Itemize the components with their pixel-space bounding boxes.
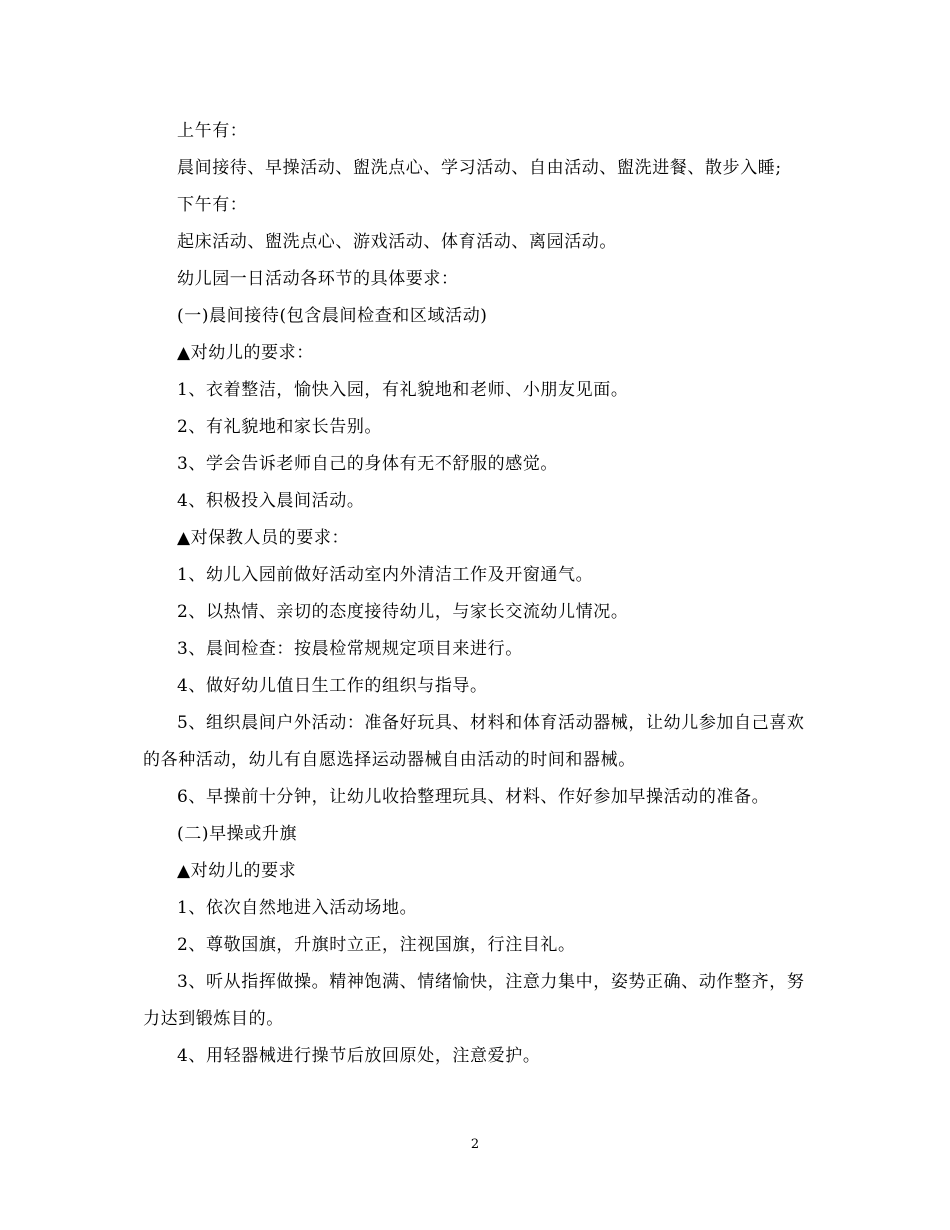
list-item: 2、以热情、亲切的态度接待幼儿，与家长交流幼儿情况。 (177, 602, 629, 622)
list-item: 6、早操前十分钟，让幼儿收拾整理玩具、材料、作好参加早操活动的准备。 (177, 787, 770, 807)
list-item: 3、听从指挥做操。精神饱满、情绪愉快，注意力集中，姿势正确、动作整齐，努力达到锻炼目的。 (143, 972, 805, 1029)
list-item: 4、用轻器械进行操节后放回原处，注意爱护。 (177, 1046, 541, 1066)
page-number: 2 (470, 1137, 480, 1152)
list-item: 1、依次自然地进入活动场地。 (177, 898, 418, 918)
list-item: 2、有礼貌地和家长告别。 (177, 417, 383, 437)
paragraph-afternoon-heading: 下午有： (177, 195, 248, 215)
list-item: 4、积极投入晨间活动。 (177, 491, 365, 511)
list-item: 3、学会告诉老师自己的身体有无不舒服的感觉。 (177, 454, 559, 474)
paragraph-requirements-intro: 幼儿园一日活动各环节的具体要求： (177, 269, 459, 289)
list-item: 5、组织晨间户外活动：准备好玩具、材料和体育活动器械，让幼儿参加自己喜欢的各种活动，幼儿有自愿选择运动器械自由活动的时间和器械。 (143, 713, 805, 770)
subheading-children-requirements: ▲对幼儿的要求 (177, 861, 297, 881)
subheading-children-requirements: ▲对幼儿的要求： (177, 343, 314, 363)
paragraph-morning-heading: 上午有： (177, 121, 248, 141)
document-body (143, 113, 808, 1075)
list-item: 3、晨间检查：按晨检常规规定项目来进行。 (177, 639, 523, 659)
section-heading-morning-exercise: (二)早操或升旗 (177, 824, 298, 844)
section-heading-morning-reception: (一)晨间接待(包含晨间检查和区域活动) (177, 306, 488, 326)
subheading-staff-requirements: ▲对保教人员的要求： (177, 528, 350, 548)
list-item: 1、幼儿入园前做好活动室内外清洁工作及开窗通气。 (177, 565, 594, 585)
paragraph-morning-activities: 晨间接待、早操活动、盥洗点心、学习活动、自由活动、盥洗进餐、散步入睡; (177, 158, 782, 178)
list-item: 2、尊敬国旗，升旗时立正，注视国旗，行注目礼。 (177, 935, 576, 955)
list-item: 4、做好幼儿值日生工作的组织与指导。 (177, 676, 488, 696)
paragraph-afternoon-activities: 起床活动、盥洗点心、游戏活动、体育活动、离园活动。 (177, 232, 617, 252)
list-item: 1、衣着整洁，愉快入园，有礼貌地和老师、小朋友见面。 (177, 380, 629, 400)
